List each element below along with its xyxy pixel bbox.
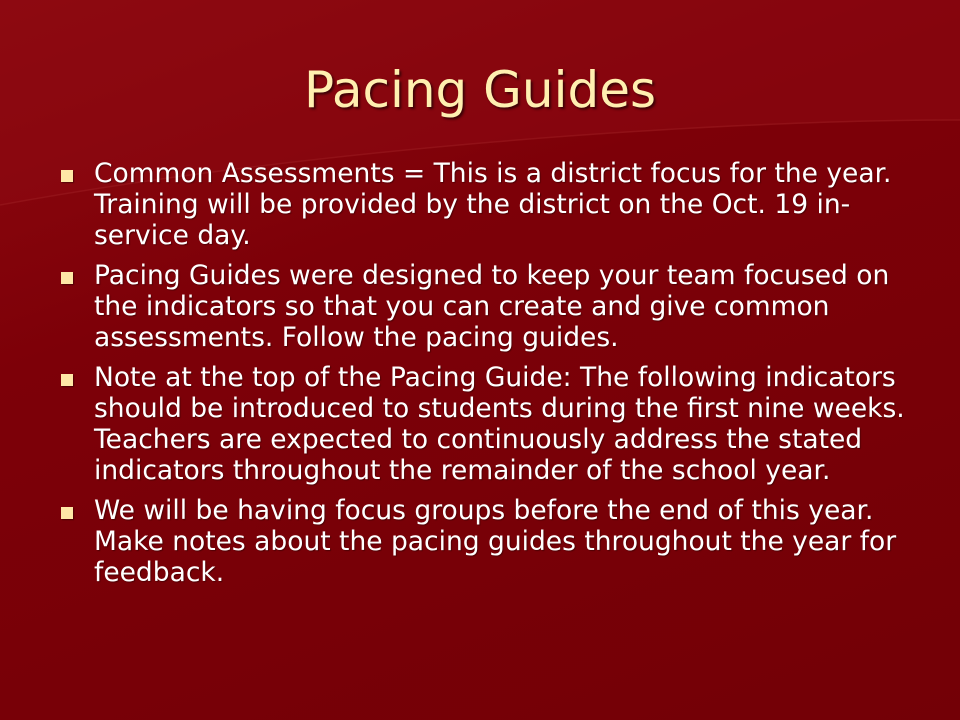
bullet-item — [58, 260, 908, 353]
bullet-text: Note at the top of the Pacing Guide: The following indicators should be introduced to students during the first nine weeks. Teachers are expected to continuously address the stated indicators throughout the remainder of the school year. — [94, 362, 905, 486]
slide-title: Pacing Guides — [303, 61, 657, 119]
bullet-item — [58, 158, 908, 251]
square-bullet-icon — [61, 170, 73, 182]
square-bullet-icon — [61, 507, 73, 519]
bullet-list — [58, 158, 908, 597]
bullet-item — [58, 495, 908, 588]
square-bullet-icon — [61, 374, 73, 386]
bullet-text: Common Assessments = This is a district focus for the year. Training will be provided by the district on the Oct. 19 in-service day. — [94, 158, 892, 251]
bullet-text: Pacing Guides were designed to keep your team focused on the indicators so that you can create and give common assessments. Follow the pacing guides. — [94, 260, 890, 353]
bullet-item — [58, 362, 908, 486]
bullet-text: We will be having focus groups before the end of this year. Make notes about the pacing guides throughout the year for feedback. — [94, 495, 897, 588]
square-bullet-icon — [61, 272, 73, 284]
